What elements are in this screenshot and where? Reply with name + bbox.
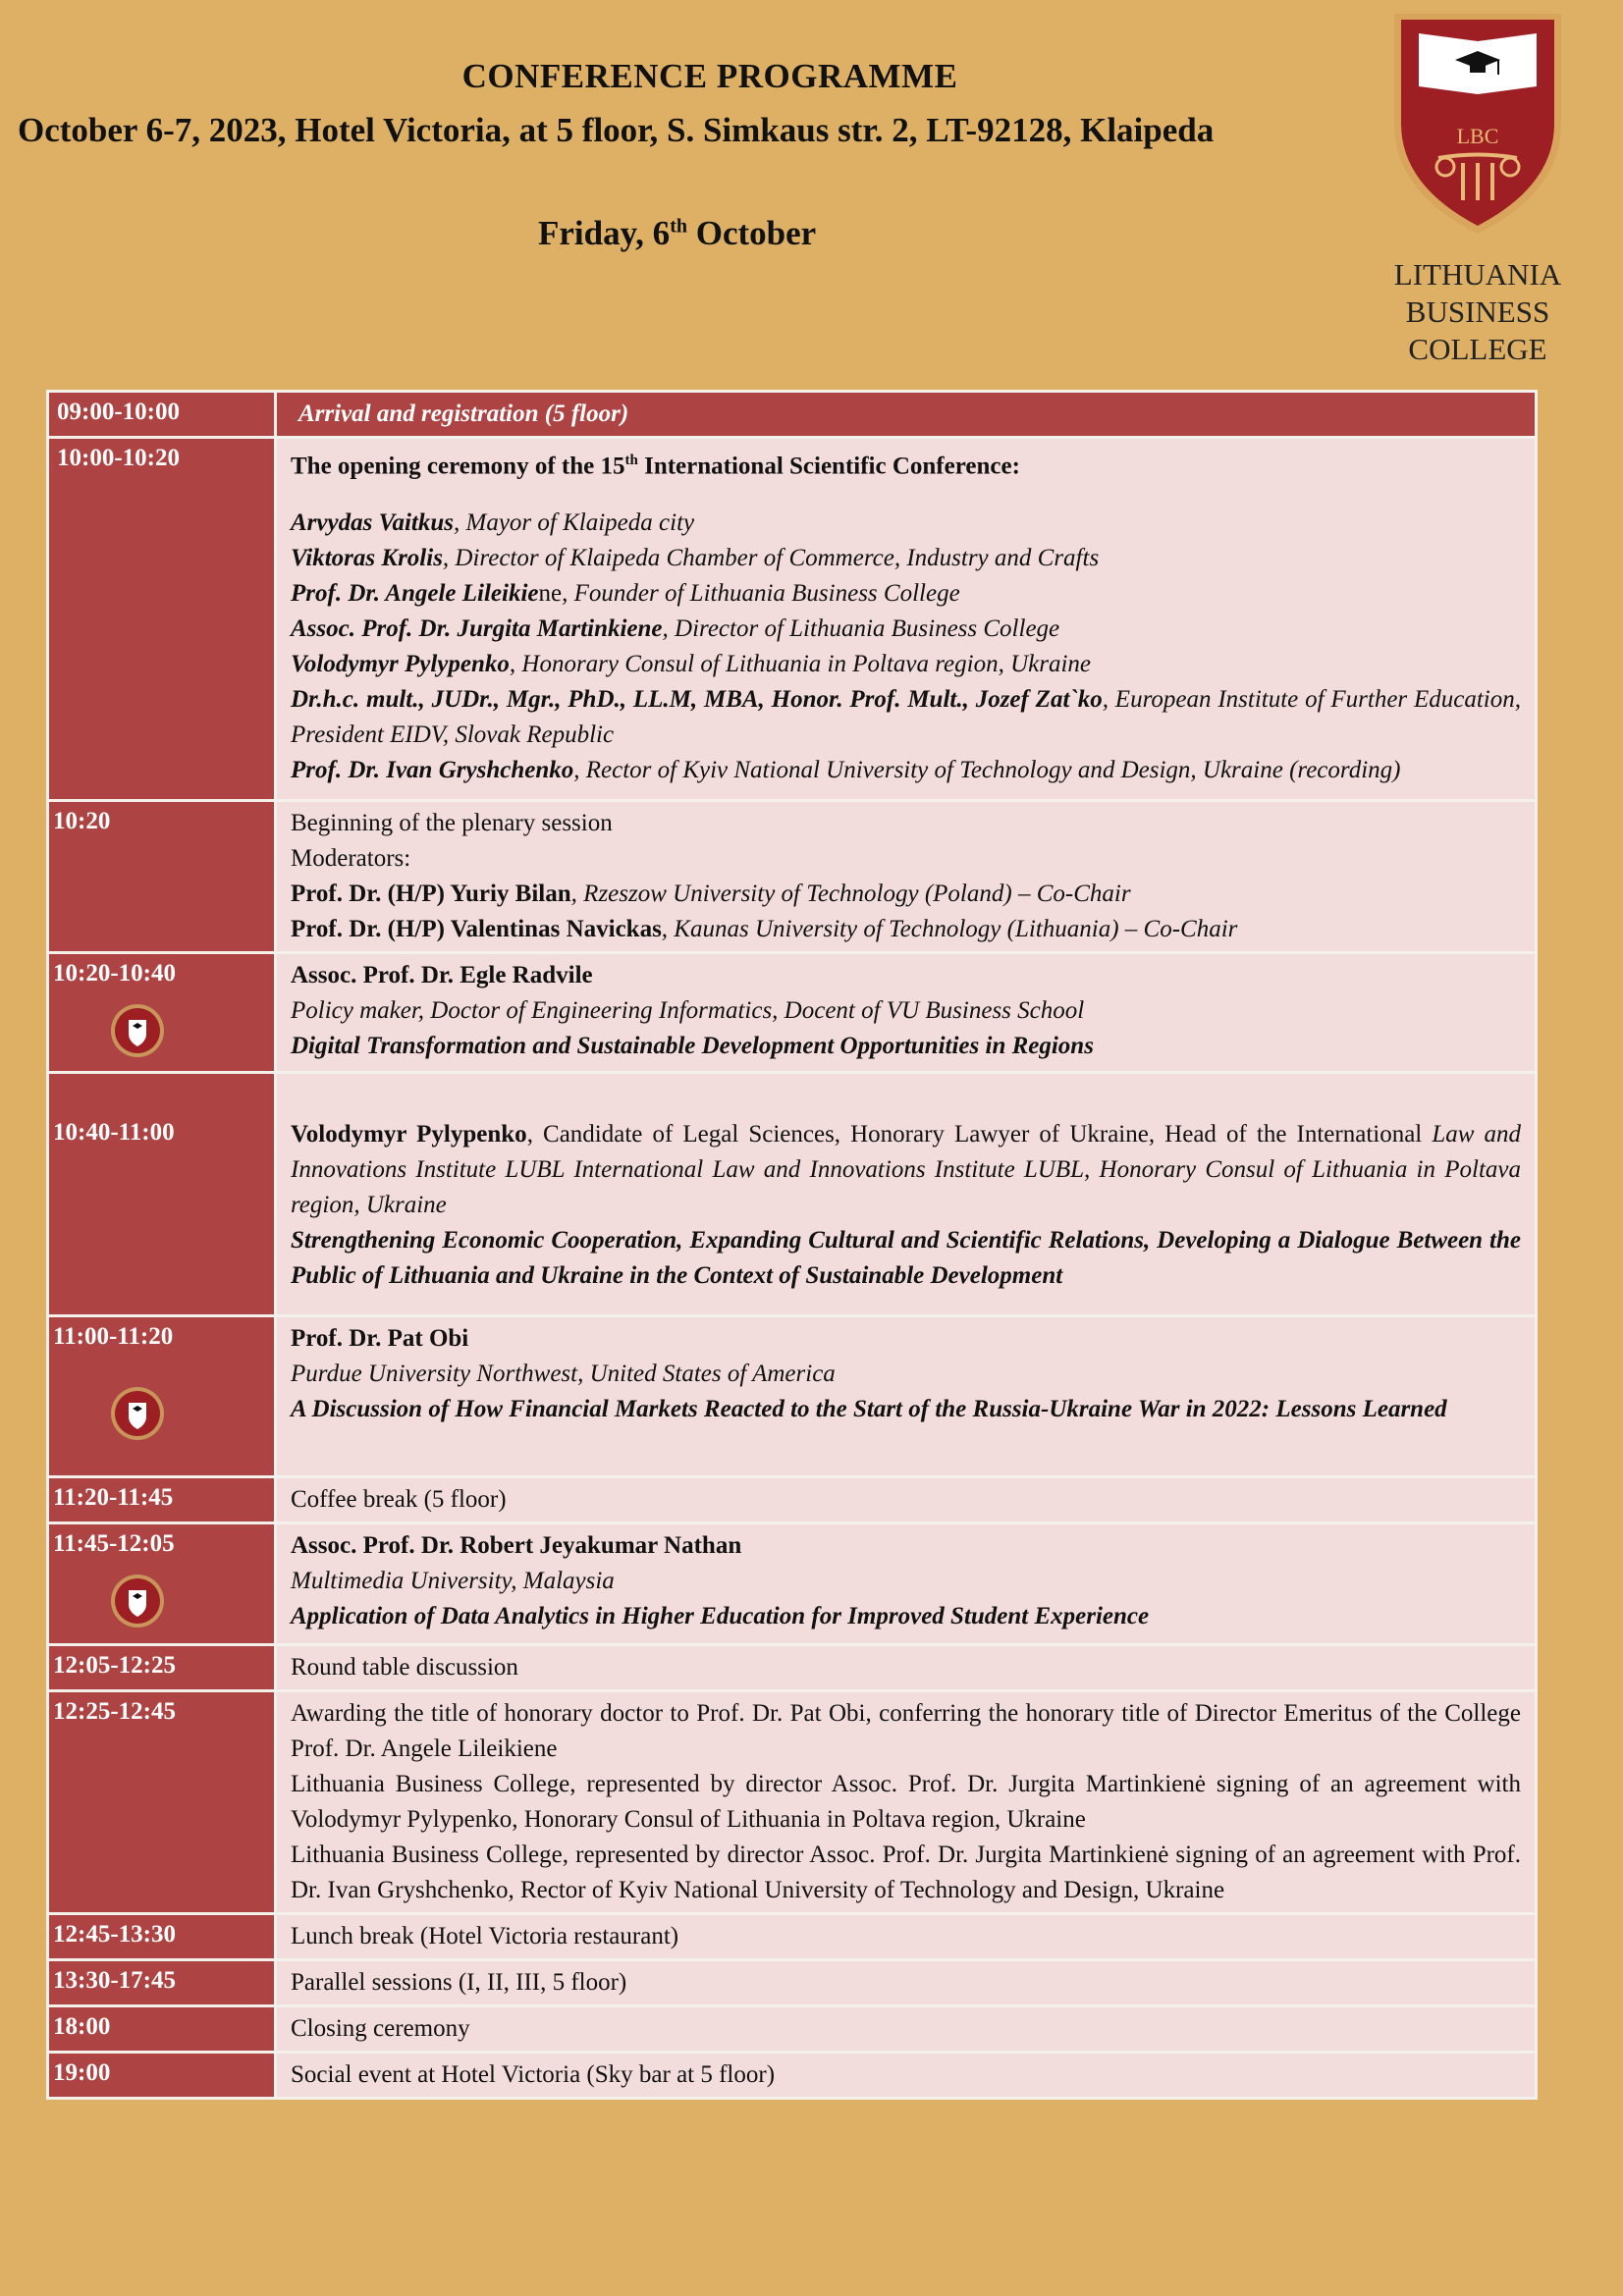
- table-row: [48, 1316, 1537, 1477]
- session-cell: Arrival and registration (5 floor): [276, 392, 1537, 438]
- table-row: [48, 392, 1537, 438]
- session-cell: [276, 1523, 1537, 1645]
- time-cell: 10:20-10:40: [48, 953, 276, 1073]
- table-row: [48, 2006, 1537, 2053]
- table-row: [48, 801, 1537, 953]
- talk-title: A Discussion of How Financial Markets Reacted to the Start of the Russia-Ukraine War in 2022: Lessons Learned: [291, 1396, 1447, 1422]
- logo-line: BUSINESS: [1405, 294, 1550, 329]
- day-heading: Friday, 6th October: [538, 214, 817, 252]
- time-cell: 09:00-10:00: [48, 392, 276, 438]
- moderator-line: Prof. Dr. (H/P) Valentinas Navickas, Kaunas University of Technology (Lithuania) – Co-Chair: [291, 916, 1238, 942]
- college-logo: [1375, 6, 1581, 366]
- table-row: [48, 1645, 1537, 1691]
- talk-title: Digital Transformation and Sustainable Development Opportunities in Regions: [291, 1033, 1094, 1059]
- time-cell: 13:30-17:45: [48, 1960, 276, 2006]
- speaker-line: Prof. Dr. Ivan Gryshchenko, Rector of Kyiv National University of Technology and Design, Ukraine (recording): [291, 757, 1401, 784]
- table-row: [48, 953, 1537, 1073]
- college-name: [1375, 256, 1581, 368]
- table-row: [48, 1914, 1537, 1960]
- session-cell: Lunch break (Hotel Victoria restaurant): [276, 1914, 1537, 1960]
- speaker-role: Multimedia University, Malaysia: [291, 1568, 615, 1594]
- session-cell: [276, 1316, 1537, 1477]
- speaker-bio: Volodymyr Pylypenko, Candidate of Legal Sciences, Honorary Lawyer of Ukraine, Head of the International Law and Innovations Institute LUBL International Law and Innovations Institute LUBL, Honorary Consul of Lithuania in Poltava region, Ukraine: [291, 1121, 1521, 1218]
- logo-line: COLLEGE: [1408, 332, 1547, 366]
- page-title: CONFERENCE PROGRAMME: [461, 57, 958, 95]
- session-heading: The opening ceremony of the 15th International Scientific Conference:: [291, 453, 1020, 480]
- session-cell: Round table discussion: [276, 1645, 1537, 1691]
- table-row: [48, 1691, 1537, 1914]
- lbc-badge-icon: [110, 1003, 165, 1058]
- moderator-line: Prof. Dr. (H/P) Yuriy Bilan, Rzeszow University of Technology (Poland) – Co-Chair: [291, 881, 1131, 907]
- speaker-line: Dr.h.c. mult., JUDr., Mgr., PhD., LL.M, MBA, Honor. Prof. Mult., Jozef Zat`ko, European Institute of Further Education, President EIDV, Slovak Republic: [291, 686, 1521, 749]
- session-line: Moderators:: [291, 845, 411, 872]
- session-line: Lithuania Business College, represented by director Assoc. Prof. Dr. Jurgita Martinkienė signing of an agreement with Volodymyr Pylypenko, Honorary Consul of Lithuania in Poltava region, Ukraine: [291, 1771, 1521, 1833]
- session-cell: [276, 1691, 1537, 1914]
- table-row: [48, 1073, 1537, 1316]
- time-cell: 18:00: [48, 2006, 276, 2053]
- logo-line: LITHUANIA: [1393, 257, 1562, 292]
- time-cell: 10:40-11:00: [48, 1073, 276, 1316]
- session-line: Beginning of the plenary session: [291, 810, 613, 836]
- session-cell: Closing ceremony: [276, 2006, 1537, 2053]
- speaker-line: Prof. Dr. Angele Lileikiene, Founder of Lithuania Business College: [291, 580, 960, 608]
- speaker-role: Purdue University Northwest, United States of America: [291, 1361, 836, 1387]
- session-cell: [276, 438, 1537, 801]
- speaker-role: Policy maker, Doctor of Engineering Informatics, Docent of VU Business School: [291, 997, 1085, 1024]
- session-line: Awarding the title of honorary doctor to Prof. Dr. Pat Obi, conferring the honorary title of Director Emeritus of the College Prof. Dr. Angele Lileikiene: [291, 1700, 1521, 1762]
- time-cell: 10:20: [48, 801, 276, 953]
- time-cell: 12:05-12:25: [48, 1645, 276, 1691]
- session-line: Lithuania Business College, represented by director Assoc. Prof. Dr. Jurgita Martinkienė signing of an agreement with Prof. Dr. Ivan Gryshchenko, Rector of Kyiv National University of Technology and Design, Ukraine: [291, 1842, 1521, 1903]
- lbc-badge-icon: [110, 1386, 165, 1441]
- speaker-line: Viktoras Krolis, Director of Klaipeda Chamber of Commerce, Industry and Crafts: [291, 545, 1100, 572]
- table-row: [48, 1477, 1537, 1523]
- lbc-badge-icon: [110, 1574, 165, 1629]
- time-cell: 11:45-12:05: [48, 1523, 276, 1645]
- shield-logo-icon: [1375, 6, 1581, 251]
- time-cell: 10:00-10:20: [48, 438, 276, 801]
- speaker-line: Assoc. Prof. Dr. Jurgita Martinkiene, Director of Lithuania Business College: [291, 615, 1060, 643]
- table-row: [48, 2053, 1537, 2099]
- time-cell: 12:25-12:45: [48, 1691, 276, 1914]
- time-cell: 11:00-11:20: [48, 1316, 276, 1477]
- time-cell: 19:00: [48, 2053, 276, 2099]
- speaker-line: Volodymyr Pylypenko, Honorary Consul of Lithuania in Poltava region, Ukraine: [291, 651, 1092, 678]
- session-cell: Social event at Hotel Victoria (Sky bar at 5 floor): [276, 2053, 1537, 2099]
- table-row: [48, 438, 1537, 801]
- talk-title: Application of Data Analytics in Higher Education for Improved Student Experience: [291, 1603, 1150, 1629]
- talk-title: Strengthening Economic Cooperation, Expanding Cultural and Scientific Relations, Developing a Dialogue Between the Public of Lithuania and Ukraine in the Context of Sustainable Development: [291, 1227, 1521, 1289]
- session-cell: [276, 953, 1537, 1073]
- time-cell: 12:45-13:30: [48, 1914, 276, 1960]
- speaker-name: Assoc. Prof. Dr. Robert Jeyakumar Nathan: [291, 1532, 742, 1559]
- time-cell: 11:20-11:45: [48, 1477, 276, 1523]
- table-row: [48, 1960, 1537, 2006]
- session-cell: [276, 1073, 1537, 1316]
- session-cell: [276, 801, 1537, 953]
- programme-table: [46, 390, 1538, 2100]
- speaker-name: Prof. Dr. Pat Obi: [291, 1325, 469, 1352]
- session-cell: Parallel sessions (I, II, III, 5 floor): [276, 1960, 1537, 2006]
- speaker-line: Arvydas Vaitkus, Mayor of Klaipeda city: [291, 509, 695, 537]
- event-dates-venue: October 6-7, 2023, Hotel Victoria, at 5 floor, S. Simkaus str. 2, LT-92128, Klaipeda: [18, 111, 1215, 149]
- table-row: [48, 1523, 1537, 1645]
- session-cell: Coffee break (5 floor): [276, 1477, 1537, 1523]
- logo-initials: LBC: [1456, 124, 1499, 148]
- speaker-name: Assoc. Prof. Dr. Egle Radvile: [291, 962, 593, 988]
